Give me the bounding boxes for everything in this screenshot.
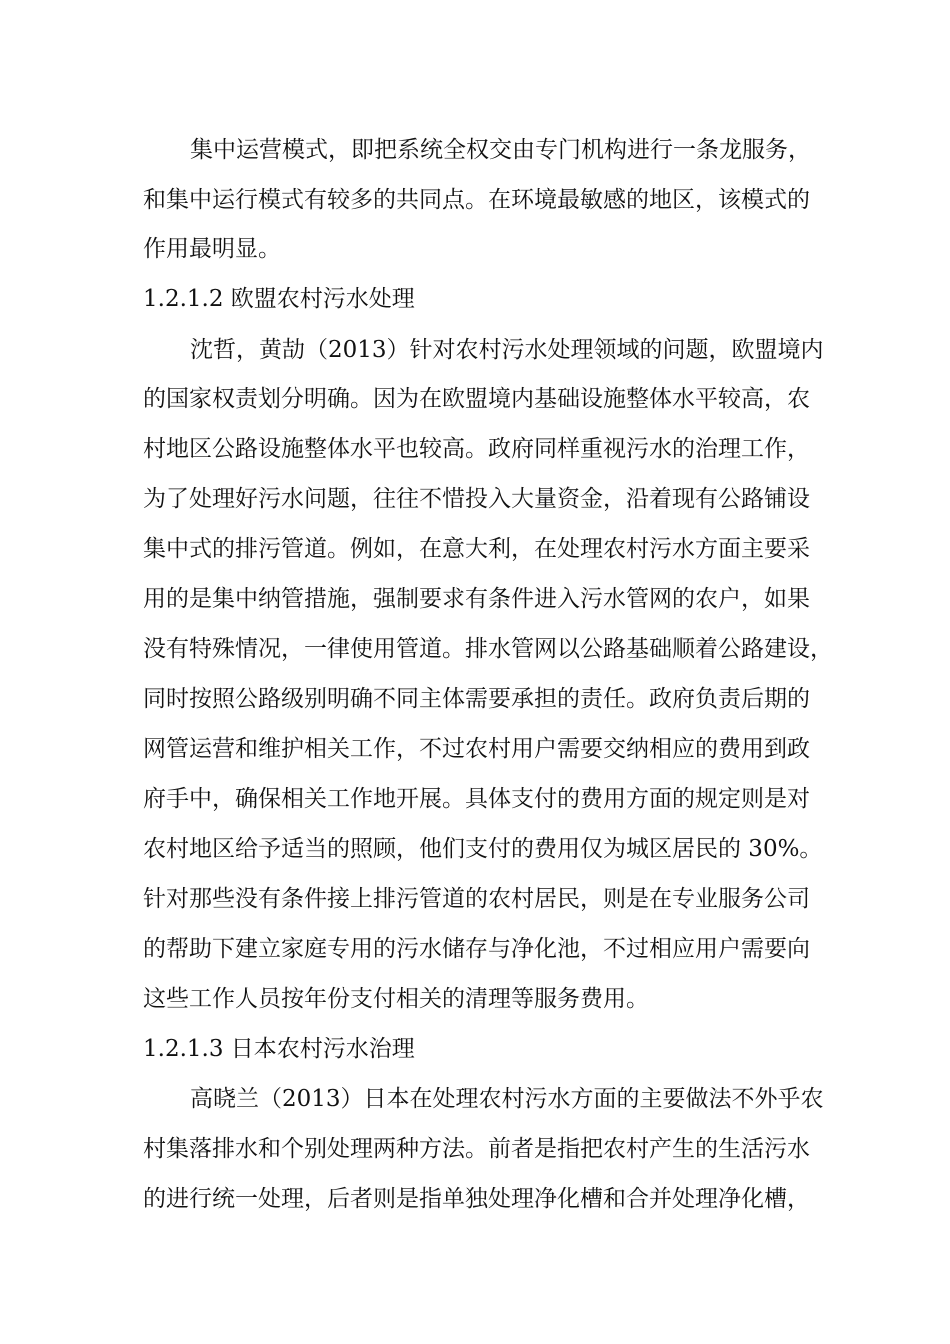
paragraph-2-line-6: 用的是集中纳管措施，强制要求有条件进入污水管网的农户，如果 <box>143 586 810 612</box>
paragraph-2-line-2: 的国家权责划分明确。因为在欧盟境内基础设施整体水平较高，农 <box>143 386 810 412</box>
paragraph-2-line-12: 针对那些没有条件接上排污管道的农村居民，则是在专业服务公司 <box>143 886 810 912</box>
section-title: 日本农村污水治理 <box>230 1036 415 1062</box>
paragraph-2-line-1: 沈哲，黄劼（2013）针对农村污水处理领域的问题，欧盟境内 <box>190 337 824 363</box>
paragraph-2-line-14: 这些工作人员按年份支付相关的清理等服务费用。 <box>143 986 649 1012</box>
section-number: 1.2.1.2 <box>143 286 224 312</box>
section-heading-1-2-1-2 <box>143 284 415 314</box>
section-title: 欧盟农村污水处理 <box>230 286 415 312</box>
paragraph-1-line-2: 和集中运行模式有较多的共同点。在环境最敏感的地区，该模式的 <box>143 187 810 213</box>
paragraph-2-line-10: 府手中，确保相关工作地开展。具体支付的费用方面的规定则是对 <box>143 786 810 812</box>
paragraph-2-line-9: 网管运营和维护相关工作，不过农村用户需要交纳相应的费用到政 <box>143 736 810 762</box>
paragraph-1-line-1: 集中运营模式，即把系统全权交由专门机构进行一条龙服务， <box>190 137 811 163</box>
paragraph-2-line-4: 为了处理好污水问题，往往不惜投入大量资金，沿着现有公路铺设 <box>143 486 810 512</box>
paragraph-3-line-3: 的进行统一处理，后者则是指单独处理净化槽和合并处理净化槽， <box>143 1186 810 1212</box>
paragraph-3-line-2: 村集落排水和个别处理两种方法。前者是指把农村产生的生活污水 <box>143 1136 810 1162</box>
paragraph-2-line-7: 没有特殊情况，一律使用管道。排水管网以公路基础顺着公路建设， <box>143 636 833 662</box>
section-heading-1-2-1-3 <box>143 1034 415 1064</box>
paragraph-2-line-8: 同时按照公路级别明确不同主体需要承担的责任。政府负责后期的 <box>143 686 810 712</box>
paragraph-1-line-3: 作用最明显。 <box>143 236 281 262</box>
section-number: 1.2.1.3 <box>143 1036 224 1062</box>
paragraph-2-line-3: 村地区公路设施整体水平也较高。政府同样重视污水的治理工作， <box>143 436 810 462</box>
paragraph-2-line-13: 的帮助下建立家庭专用的污水储存与净化池，不过相应用户需要向 <box>143 936 810 962</box>
paragraph-3-line-1: 高晓兰（2013）日本在处理农村污水方面的主要做法不外乎农 <box>190 1086 824 1112</box>
paragraph-2-line-5: 集中式的排污管道。例如，在意大利，在处理农村污水方面主要采 <box>143 536 810 562</box>
paragraph-2-line-11: 农村地区给予适当的照顾，他们支付的费用仅为城区居民的 30%。 <box>143 836 823 862</box>
